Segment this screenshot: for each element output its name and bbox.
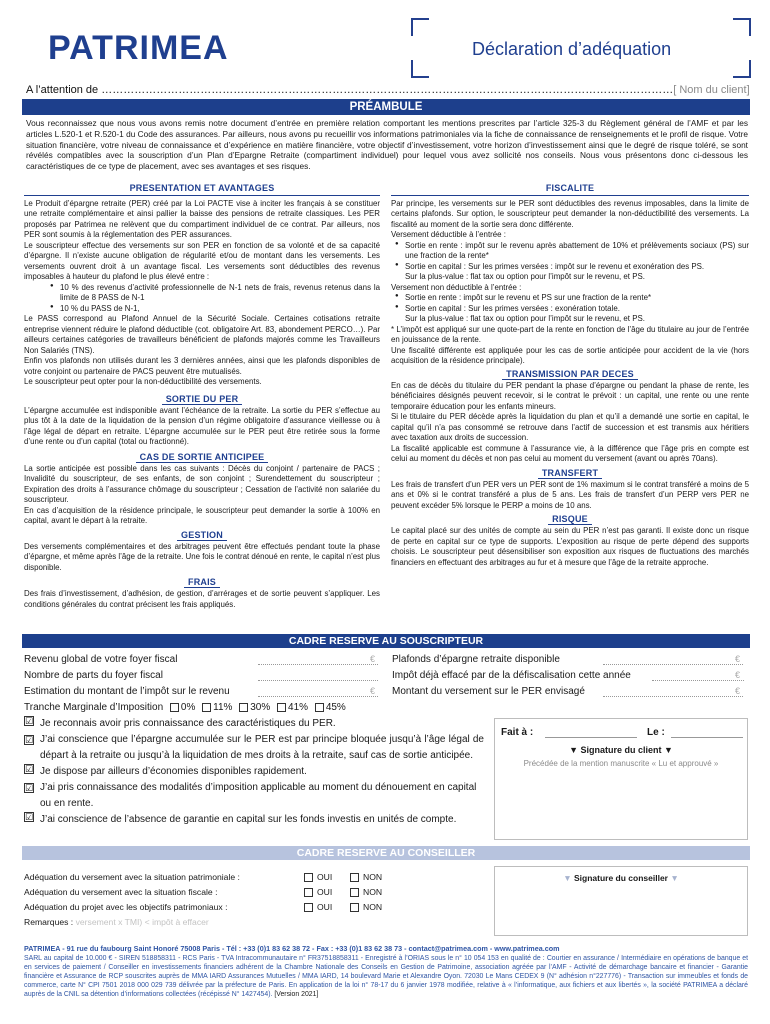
ack-checkbox-2[interactable]: ☑ <box>25 735 34 745</box>
transmission-p2: Si le titulaire du PER décède après la liquidation du plan et qu’il a demandé une sortie en capital, le capital qu’il n’a pas consommé se retrouve dans l’actif de succession et est transmis aux héritiers avec taxation aux droits de succession. <box>391 412 749 443</box>
footer-legal: SARL au capital de 10.000 € - SIREN 518858311 - RCS Paris - TVA Intracommunautaire n° FR37518858311 - Enregistré à l’ORIAS sous le n° 10 054 153 en qualité de : Courtier en assurance / Intermédiaire en opérations de banque et en services de paiement / Conseiller en investissements financiers adhérent de la Chambre Nationale des Conseils en Gestion de Patrimoine, association agréée par l’AMF - Activité de démarchage bancaire et financier - Garantie financière et Assurance de RCP souscrites auprès de MMA IARD Assurances Mutuelles / MMA IARD, 14 boulevard Marie et Alexandre Oyon. 72030 Le Mans CEDEX 9 (N° adhésion n°227776) - Transaction sur immeubles et fonds de commerce, carte N° CPI 7501 2018 000 029 739 délivrée par la préfecture de Paris. En application de la loi n° 78-17 du 6 janvier 1978 modifiée, relative à « l’informatique, aux fichiers et aux libertés », la société PATRIMEA a déclaré auprès de la CNIL sa détention d’informations collectées (récépissé N° 1427454). [Version 2021] <box>24 954 748 998</box>
frais-title: FRAIS <box>24 577 380 589</box>
fiscalite-p1: Par principe, les versements sur le PER sont déductibles des revenus imposables, dans la limite de certains plafonds. Sur option, le souscripteur peut demander la non-déductibilité des versements. La fiscalité au moment de la sortie sera donc différente. <box>391 198 749 229</box>
remarques-label: Remarques : <box>24 917 74 927</box>
revenu-euro: € <box>370 654 376 664</box>
presentation-p1: Le Produit d’épargne retraite (PER) créé par la Loi PACTE vise à inciter les français à se constituer une retraite complémentaire et ainsi pallier la baisse des pensions de retraite classiques. Les PER proposés par Patrimea ne relèvent que du compartiment individuel de ce contrat. Par ailleurs, nos PER sont soumis à la réglementation des PER assurances. <box>24 198 380 240</box>
triangle-right-icon: ▼ <box>670 873 679 883</box>
footer-version: [Version 2021] <box>274 990 319 998</box>
transfert-p1: Les frais de transfert d’un PER vers un PER sont de 1% maximum si le contrat transféré a moins de 5 ans et 0% si le contrat transféré a plus de 5 ans. Les frais de transfert d’un PERP vers PER ne peuvent excéder 5% lorsque le PERP a moins de 10 ans. <box>391 479 749 510</box>
tmi-30-label: 30% <box>250 702 271 713</box>
transmission-p1: En cas de décès du titulaire du PER pendant la phase d’épargne ou pendant la phase de rente, les bénéficiaires désignés peuvent recevoir, si le contrat le prévoit : un capital, une rente ou une rente temporaire éducation pour les enfants mineurs. <box>391 380 749 411</box>
presentation-p4: Enfin vos plafonds non utilisés durant les 3 dernières années, ainsi que les plafonds disponibles de votre conjoint ou partenaire de PACS peuvent être mutualisés. <box>24 356 380 376</box>
frame-corner-bottom-right <box>733 60 751 78</box>
impot-label: Estimation du montant de l’impôt sur le revenu <box>24 686 230 697</box>
client-signature-title: ▼ Signature du client ▼ <box>569 745 673 755</box>
ack-checkbox-4[interactable]: ☑ <box>25 783 34 793</box>
ack-item-5[interactable]: ☑ J’ai conscience de l’absence de garantie en capital sur les fonds investis en unités de compte. <box>25 812 457 825</box>
risque-title: RISQUE <box>391 514 749 526</box>
row1-oui[interactable]: OUI <box>304 870 332 885</box>
triangle-left-icon: ▼ <box>563 873 572 883</box>
plafonds-field[interactable] <box>603 664 743 665</box>
fiscalite-bullet-3: ● Sortie en rente : impôt sur le revenu et PS sur une fraction de la rente* <box>391 293 749 304</box>
tmi-0-checkbox[interactable] <box>170 703 179 712</box>
left-column <box>24 183 380 610</box>
sortie-p1: L’épargne accumulée est indisponible avant l’échéance de la retraite. La sortie du PER s’effectue au plus tôt à la date de la liquidation de la pension d’un régime obligatoire d’assurance vieillesse ou à l’âge légal de départ en retraite. L’épargne accumulée sur le PER peut être retirée sous la forme d’une rente ou d’un capital (total ou fractionné). <box>24 405 380 447</box>
presentation-p5: Le souscripteur peut opter pour la non-déductibilité des versements. <box>24 377 262 387</box>
row3-non[interactable]: NON <box>350 900 382 915</box>
frame-corner-top-right <box>733 18 751 36</box>
fiscalite-note: * L’impôt est appliqué sur une quote-part de la rente en fonction de l’âge du titulaire au jour de l’entrée en jouissance de la rente. <box>391 324 749 345</box>
parts-field[interactable] <box>258 680 378 681</box>
fiscalite-bullet-1: ● Sortie en rente : impôt sur le revenu après abattement de 10% et prélèvements sociaux (PS) sur une fraction de la rente* <box>391 241 749 262</box>
impot-field[interactable] <box>258 696 378 697</box>
tmi-41-checkbox[interactable] <box>277 703 286 712</box>
tmi-11-label: 11% <box>213 702 233 713</box>
ack-item-1[interactable]: ☑ Je reconnais avoir pris connaissance des caractéristiques du PER. <box>25 716 336 729</box>
revenu-label: Revenu global de votre foyer fiscal <box>24 654 178 665</box>
tmi-30-checkbox[interactable] <box>239 703 248 712</box>
montant-euro: € <box>735 686 741 696</box>
fiscalite-bullet-4-sub: Sur la plus-value : flat tax ou option pour l’impôt sur le revenu, et PS. <box>405 314 645 324</box>
document-title: Déclaration d’adéquation <box>472 39 672 59</box>
impot-efface-label: Impôt déjà effacé par de la défiscalisation cette année <box>392 670 631 681</box>
date-field[interactable] <box>671 737 743 738</box>
tmi-row <box>24 701 346 714</box>
montant-field[interactable] <box>603 696 743 697</box>
fiscalite-h2: Versement non déductible à l’entrée : <box>391 282 522 292</box>
client-signature-mention: Précédée de la mention manuscrite « Lu et approuvé » <box>523 759 719 768</box>
sortie-anticipee-title: CAS DE SORTIE ANTICIPEE <box>24 452 380 464</box>
conseiller-signature-box[interactable] <box>494 866 748 936</box>
montant-label: Montant du versement sur le PER envisagé <box>392 686 585 697</box>
frame-corner-top-left <box>411 18 429 36</box>
fiscalite-title: FISCALITE <box>391 183 749 196</box>
impot-euro: € <box>370 686 376 696</box>
ack-checkbox-5[interactable]: ☑ <box>25 812 34 822</box>
presentation-p2: Le souscripteur effectue des versements sur son PER en fonction de sa volonté et de sa capacité d’épargne. Il n’existe aucune obligation de régularité et/ou de montant dans les versements. Les versements ouvrent droit à un avantage fiscal. Les versements sont déductibles des revenus imposables à hauteur du plafond le plus élevé entre : <box>24 240 380 282</box>
patrimea-logo: PATRIMEA <box>48 29 229 67</box>
ack-item-2[interactable]: ☑ J’ai conscience que l’épargne accumulée sur le PER est par principe bloquée jusqu’à l’âge légal de départ à la retraite ou jusqu’à la liquidation de mes droits à la retraite, sauf cas de sortie anticipée. <box>25 734 484 761</box>
attention-line <box>26 83 750 98</box>
transmission-p3: La fiscalité applicable est commune à l’assurance vie, à la différence que l’âge pris en compte est celui au moment du décès et non pas celui au moment du versement (avant ou après 70ans). <box>391 443 749 464</box>
tmi-41-label: 41% <box>288 702 309 713</box>
conseiller-rows <box>24 870 444 930</box>
tmi-45-label: 45% <box>325 702 346 713</box>
transfert-title: TRANSFERT <box>391 468 749 480</box>
remarques-field[interactable]: versement x TMI) < impôt à effacer <box>75 917 209 927</box>
ack-checkbox-3[interactable]: ☑ <box>25 764 34 774</box>
footer <box>24 944 748 999</box>
transmission-title: TRANSMISSION PAR DECES <box>391 369 749 381</box>
sortie-anticipee-p2: En cas d’acquisition de la résidence principale, le souscripteur peut demander la sortie à 100% en capital, avant le départ à la retraite. <box>24 505 380 526</box>
preambule-text: Vous reconnaissez que nous vous avons remis notre document d’entrée en première relation comportant les mentions prescrites par l’article 325-3 du Règlement général de l’AMF et par les articles L.520-1 et R.520-1 du Code des assurances. Par ailleurs, nous avons pu recueillir vos informations patrimoniales via la fiche de connaissance de renseignements et le profil de risque. Votre situation financière, votre niveau de connaissance et d’expérience en matière financière, votre objectif d’investissement, votre horizon d’investissement ainsi que le degré de risque toléré, se sont révélés compatibles avec la souscription d’un Plan d’Epargne Retraite (compartiment individuel) pour lequel vous avez sollicité nos conseils. Nous vous présentons donc ci-dessous les caractéristiques de ce type de placement, avec ses avantages et ses risques. <box>26 118 748 172</box>
fiscalite-bullet-2: ● Sortie en capital : Sur les primes versées : impôt sur le revenu et exonération des PS. <box>391 262 749 273</box>
ack-item-4[interactable]: ☑ J’ai pris connaissance des modalités d’imposition applicable au moment du dénouement en capital ou en rente. <box>25 782 477 809</box>
frame-corner-bottom-left <box>411 60 429 78</box>
fiscalite-bullet-4: ● Sortie en capital : Sur les primes versées : exonération totale. <box>391 304 749 315</box>
conseiller-signature-title: ▼ Signature du conseiller ▼ <box>563 873 679 883</box>
plafond-bullet-2: ● 10 % du PASS de N-1, <box>46 304 380 315</box>
fiscalite-h1: Versement déductible à l’entrée : <box>391 230 506 240</box>
presentation-title: PRESENTATION ET AVANTAGES <box>24 183 380 196</box>
conseiller-row-3: Adéquation du projet avec les objectifs patrimoniaux : OUI NON <box>24 900 444 915</box>
row2-oui[interactable]: OUI <box>304 885 332 900</box>
right-column <box>391 183 749 568</box>
parts-label: Nombre de parts du foyer fiscal <box>24 670 163 681</box>
revenu-field[interactable] <box>258 664 378 665</box>
remarques-row <box>24 915 444 930</box>
impot-efface-euro: € <box>735 670 741 680</box>
client-signature-box[interactable] <box>494 718 748 840</box>
risque-p1: Le capital placé sur des unités de compte au sein du PER n’est pas garanti. Il existe donc un risque de perte en capital sur ce type de supports. L’exposition au risque de perte dépend des supports choisis. Le souscripteur peut désensibiliser son exposition aux risques de fluctuations des marchés financiers en effectuant des arbitrages au fur et à mesure que l’âge de la retraite approche. <box>391 526 749 567</box>
fiscalite-p2: Une fiscalité différente est appliquée pour les cas de sortie anticipée pour accident de la vie (hors acquisition de la résidence principale). <box>391 345 749 366</box>
sortie-title: SORTIE DU PER <box>24 394 380 406</box>
acknowledgement-list <box>24 716 484 828</box>
conseiller-title: CADRE RESERVE AU CONSEILLER <box>22 846 750 860</box>
fait-a-label: Fait à : <box>501 727 534 738</box>
ack-item-3[interactable]: ☑ Je dispose par ailleurs d’économies disponibles rapidement. <box>25 764 307 777</box>
tmi-45-checkbox[interactable] <box>315 703 324 712</box>
impot-efface-field[interactable] <box>652 680 744 681</box>
date-label: Le : <box>647 727 665 738</box>
tmi-0-label: 0% <box>180 702 196 713</box>
frais-p1: Des frais d’investissement, d’adhésion, de gestion, d’arrérages et de sortie peuvent s’appliquer. Les conditions générales du contrat précisent les frais appliqués. <box>24 589 380 609</box>
attention-label: A l’attention de ………………………………………………………………………………………………………………………………………… <box>26 84 674 96</box>
client-name-placeholder[interactable]: [ Nom du client] <box>673 84 750 96</box>
row1-non[interactable]: NON <box>350 870 382 885</box>
plafonds-euro: € <box>735 654 741 664</box>
gestion-title: GESTION <box>24 530 380 542</box>
row3-oui[interactable]: OUI <box>304 900 332 915</box>
souscripteur-title: CADRE RESERVE AU SOUSCRIPTEUR <box>22 634 750 648</box>
ack-checkbox-1[interactable]: ☑ <box>25 716 34 726</box>
row2-non[interactable]: NON <box>350 885 382 900</box>
presentation-p3: Le PASS correspond au Plafond Annuel de la Sécurité Sociale. Certaines cotisations retraite entreprise viennent réduire le plafond déductible (cot. obligatoire Art. 83, abondement PERCO…). Par ailleurs certaines catégories de travailleurs bénéficient de plafonds majorés comme les Travailleurs Non Salariés (TNS). <box>24 314 380 355</box>
conseiller-row-2: Adéquation du versement avec la situation fiscale : OUI NON <box>24 885 444 900</box>
tmi-label: Tranche Marginale d’Imposition <box>24 702 164 713</box>
conseiller-row-1: Adéquation du versement avec la situation patrimoniale : OUI NON <box>24 870 444 885</box>
plafond-bullet-1: ● 10 % des revenus d’activité professionnelle de N-1 nets de frais, revenus retenus dans la limite de 8 PASS de N-1 <box>46 283 380 304</box>
sortie-anticipee-p1: La sortie anticipée est possible dans les cas suivants : Décès du conjoint / partenaire de PACS ; Invalidité du souscripteur, de ses enfants, de son conjoint ; Surendettement du souscripteur ; Expiration des droits à l’assurance chômage du souscripteur ; Cessation de l’activité non salariée du souscripteur. <box>24 463 380 505</box>
preambule-title: PRÉAMBULE <box>22 99 750 115</box>
footer-contact: PATRIMEA - 91 rue du faubourg Saint Honoré 75008 Paris - Tél : +33 (0)1 83 62 38 72 - Fax : +33 (0)1 83 62 38 73 - contact@patrimea.com - www.patrimea.com <box>24 944 560 953</box>
plafonds-label: Plafonds d’épargne retraite disponible <box>392 654 560 665</box>
fait-a-field[interactable] <box>545 737 637 738</box>
tmi-11-checkbox[interactable] <box>202 703 211 712</box>
fiscalite-bullet-2-sub: Sur la plus-value : flat tax ou option pour l’impôt sur le revenu, et PS. <box>405 272 645 282</box>
gestion-p1: Des versements complémentaires et des arbitrages peuvent être effectués pendant toute la phase d’épargne, et même après l’âge de la retraite. Une fois le contrat dénoué en rente, le capital n’est plus disponible. <box>24 541 380 572</box>
